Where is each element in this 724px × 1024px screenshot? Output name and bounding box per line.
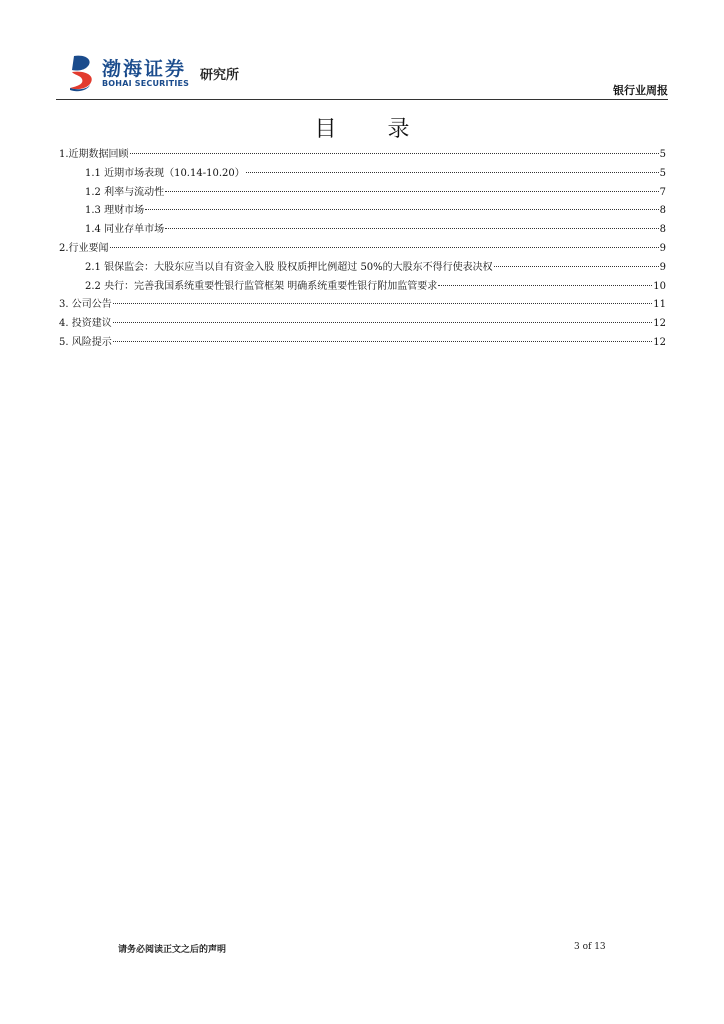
brand-name-en: BOHAI SECURITIES	[102, 79, 190, 88]
toc-entry[interactable]	[59, 278, 666, 297]
toc-entry-text: 5. 风险提示	[59, 336, 112, 348]
toc-entry-text: 2.2 央行：完善我国系统重要性银行监管框架 明确系统重要性银行附加监管要求	[85, 280, 438, 292]
toc-entry[interactable]	[59, 202, 666, 221]
toc-dot-leader	[130, 152, 659, 154]
toc-entry-text: 1.2 利率与流动性	[85, 186, 165, 198]
toc-entry-page: 9	[659, 242, 666, 254]
toc-dot-leader	[113, 321, 653, 323]
toc-entry[interactable]	[59, 296, 666, 315]
brand-name-cn: 渤海证券	[102, 58, 187, 80]
toc-entry[interactable]	[59, 259, 666, 278]
toc-entry-page: 9	[659, 261, 666, 273]
page-header	[56, 50, 668, 100]
toc-entry-text: 4. 投资建议	[59, 318, 112, 330]
bohai-logo-icon	[68, 54, 96, 92]
toc-entry-text: 1.3 理财市场	[85, 205, 145, 217]
toc-dot-leader	[165, 190, 659, 192]
toc-entry[interactable]	[59, 184, 666, 203]
toc-entry-text: 1.1 近期市场表现（10.14-10.20）	[85, 167, 245, 179]
toc-entry-page: 12	[653, 336, 666, 348]
toc-dot-leader	[145, 208, 659, 210]
department-label: 研究所	[200, 68, 240, 83]
toc-entry-page: 10	[653, 280, 666, 292]
toc-entry-page: 8	[659, 205, 666, 217]
toc-entry-text: 2.1 银保监会：大股东应当以自有资金入股 股权质押比例超过 50%的大股东不得行使表决权	[85, 261, 493, 273]
toc-entry-page: 11	[653, 299, 666, 311]
toc-dot-leader	[165, 227, 659, 229]
footer-page-number: 3 of 13	[574, 942, 606, 952]
toc-entry[interactable]	[59, 334, 666, 353]
toc-entry-page: 7	[659, 186, 666, 198]
toc-dot-leader	[113, 302, 653, 304]
report-type-label: 银行业周报	[613, 84, 668, 97]
toc-entry-page: 5	[659, 149, 666, 160]
toc-entry-text: 3. 公司公告	[59, 299, 112, 311]
toc-dot-leader	[438, 284, 652, 286]
toc-dot-leader	[494, 265, 659, 267]
toc-dot-leader	[113, 340, 653, 342]
toc-entry-page: 5	[659, 167, 666, 179]
toc-entry[interactable]	[59, 240, 666, 259]
toc-entry-text: 2.行业要闻	[59, 242, 109, 254]
toc-entry-page: 12	[653, 318, 666, 330]
footer-disclaimer: 请务必阅读正文之后的声明	[118, 945, 227, 955]
toc-entry-text: 1.4 同业存单市场	[85, 224, 165, 236]
toc-entry[interactable]	[59, 221, 666, 240]
toc-title: 目 录	[314, 117, 432, 142]
toc-dot-leader	[246, 171, 659, 173]
table-of-contents	[59, 146, 666, 353]
toc-dot-leader	[110, 246, 659, 248]
toc-entry[interactable]	[59, 165, 666, 184]
toc-entry-page: 8	[659, 224, 666, 236]
toc-entry[interactable]	[59, 146, 666, 165]
header-divider	[56, 99, 668, 100]
toc-entry[interactable]	[59, 315, 666, 334]
toc-entry-text: 1.近期数据回顾	[59, 149, 129, 160]
